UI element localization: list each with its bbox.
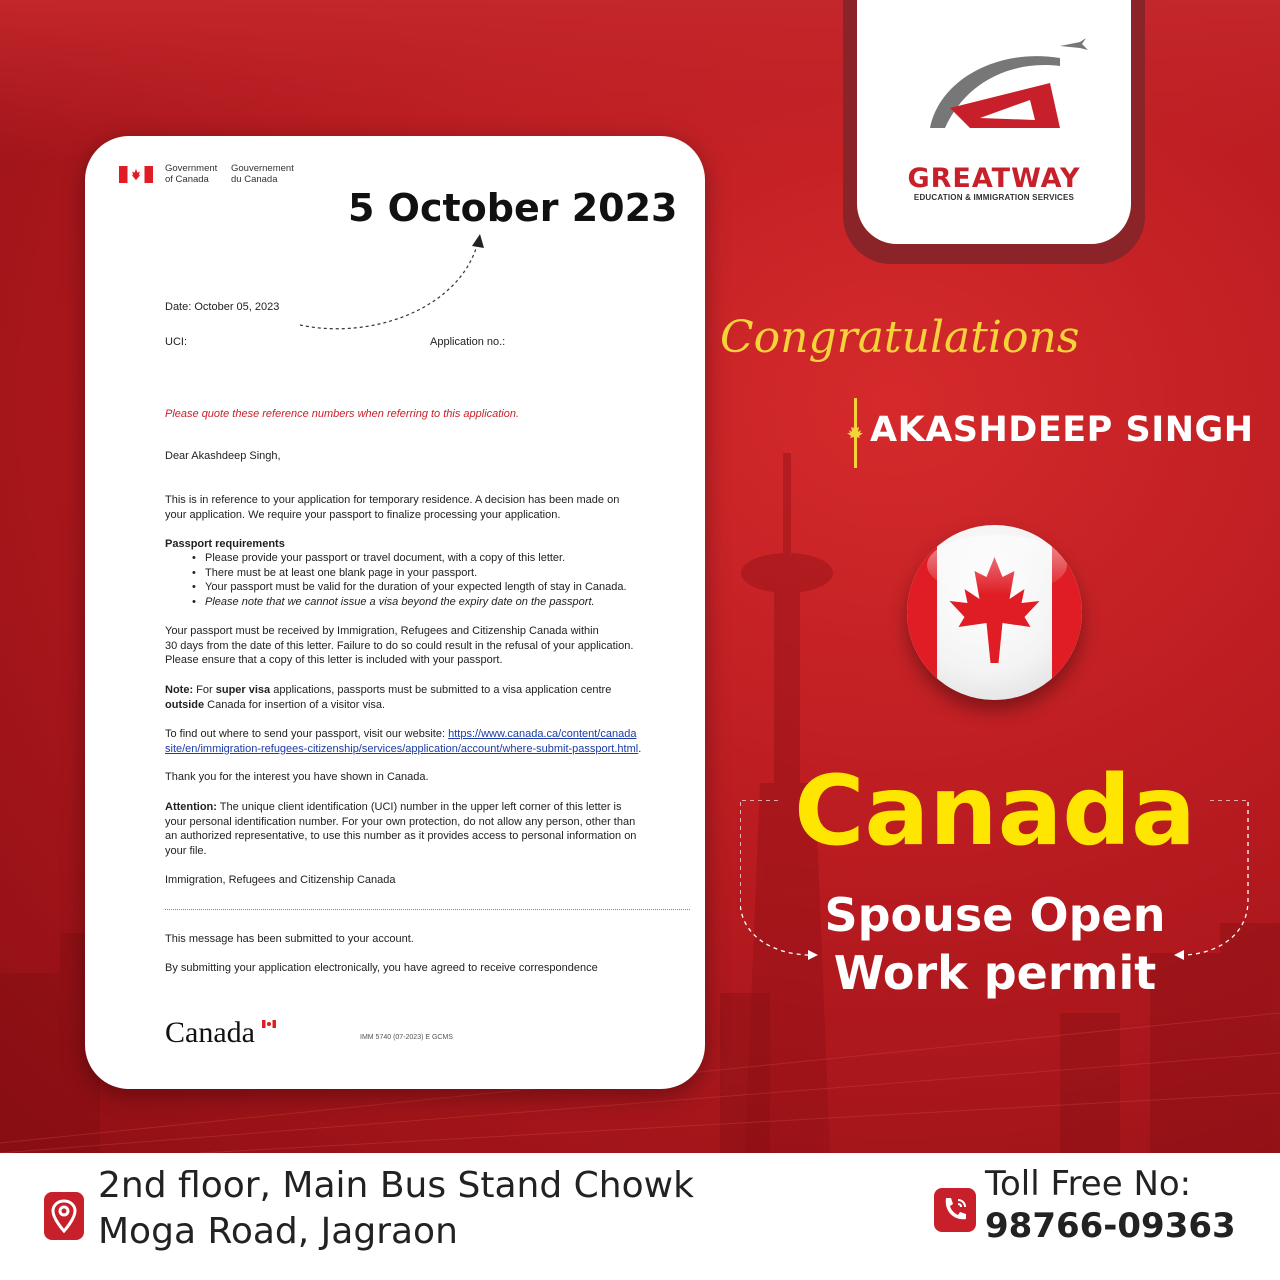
dashed-arrow-icon [290, 230, 490, 340]
client-name: AKASHDEEP SINGH [870, 410, 1254, 450]
letter-date: Date: October 05, 2023 [165, 301, 280, 313]
toll-free-label: Toll Free No: [985, 1164, 1192, 1204]
flag-band-left [907, 525, 937, 700]
ball-shine [927, 535, 1067, 595]
thanks-line: Thank you for the interest you have shown in Canada. [165, 771, 429, 783]
highlight-date: 5 October 2023 [348, 186, 678, 230]
divider [165, 909, 690, 910]
website-paragraph: To find out where to send your passport, visit our website: https://www.canada.ca/content/canada site/en/immigration-refugees-citizenship/services/application/account/where-submit-passport.html. [165, 728, 642, 755]
list-item: • There must be at least one blank page in your passport. [192, 566, 478, 579]
submitted-note: This message has been submitted to your account. [165, 933, 414, 945]
canada-flag-icon [118, 166, 154, 183]
passport-heading: Passport requirements [165, 538, 285, 550]
brand-tagline: EDUCATION & IMMIGRATION SERVICES [913, 193, 1075, 202]
canada-wordmark: Canada [165, 1016, 255, 1049]
brand-name: GREATWAY [907, 163, 1081, 194]
signoff: Immigration, Refugees and Citizenship Canada [165, 874, 396, 886]
address: 2nd floor, Main Bus Stand Chowk Moga Road, Jagraon [98, 1165, 694, 1252]
country-title: Canada [794, 755, 1196, 867]
permit-type: Spouse Open Work permit [824, 888, 1166, 1000]
application-label: Application no.: [430, 336, 506, 348]
government-label-en: Government of Canada [165, 163, 218, 185]
note-paragraph: Note: For super visa applications, passports must be submitted to a visa application centre outside Canada for insertion of a visitor visa. [165, 684, 612, 711]
phone-icon [934, 1188, 976, 1232]
receipt-paragraph: Your passport must be received by Immigration, Refugees and Citizenship Canada within 30 days from the date of this letter. Failure to do so could result in the refusal of your application. Please ensure that a copy of this letter is included with your passport. [165, 625, 634, 667]
uci-label: UCI: [165, 336, 187, 348]
passport-submission-link-cont[interactable]: site/en/immigration-refugees-citizenship/services/application/account/where-submit-passport.html [165, 742, 639, 755]
salutation: Dear Akashdeep Singh, [165, 450, 281, 462]
location-pin-icon [44, 1192, 84, 1240]
congratulations-heading: Congratulations [720, 312, 1080, 363]
passport-bullets [192, 551, 627, 609]
list-item: • Please note that we cannot issue a visa beyond the expiry date on the passport. [192, 595, 595, 608]
government-label-fr: Gouvernement du Canada [231, 163, 294, 185]
attention-paragraph: Attention: The unique client identification (UCI) number in the upper left corner of this letter is your personal identification number. For your own protection, do not allow any person, other than an authorized representative, to use this number as it provides access to personal information on your file. [165, 801, 637, 857]
list-item: • Your passport must be valid for the duration of your expected length of stay in Canada. [192, 581, 627, 594]
intro-paragraph: This is in reference to your application for temporary residence. A decision has been made on your application. We require your passport to finalize processing your application. [165, 494, 620, 521]
passport-submission-link[interactable]: https://www.canada.ca/content/canada [448, 728, 637, 740]
toll-free-number[interactable]: 98766-09363 [985, 1206, 1236, 1246]
form-number: IMM 5740 (07-2023) E GCMS [360, 1034, 453, 1041]
consent-note: By submitting your application electronically, you have agreed to receive correspondence [165, 962, 598, 974]
reference-note: Please quote these reference numbers when referring to this application. [165, 408, 520, 420]
list-item: • Please provide your passport or travel document, with a copy of this letter. [192, 552, 566, 564]
greatway-logo-icon [910, 28, 1090, 148]
canada-wordmark-flag-icon [262, 1020, 276, 1028]
maple-leaf-icon [845, 423, 865, 443]
canada-flag-ball-icon [907, 525, 1082, 700]
